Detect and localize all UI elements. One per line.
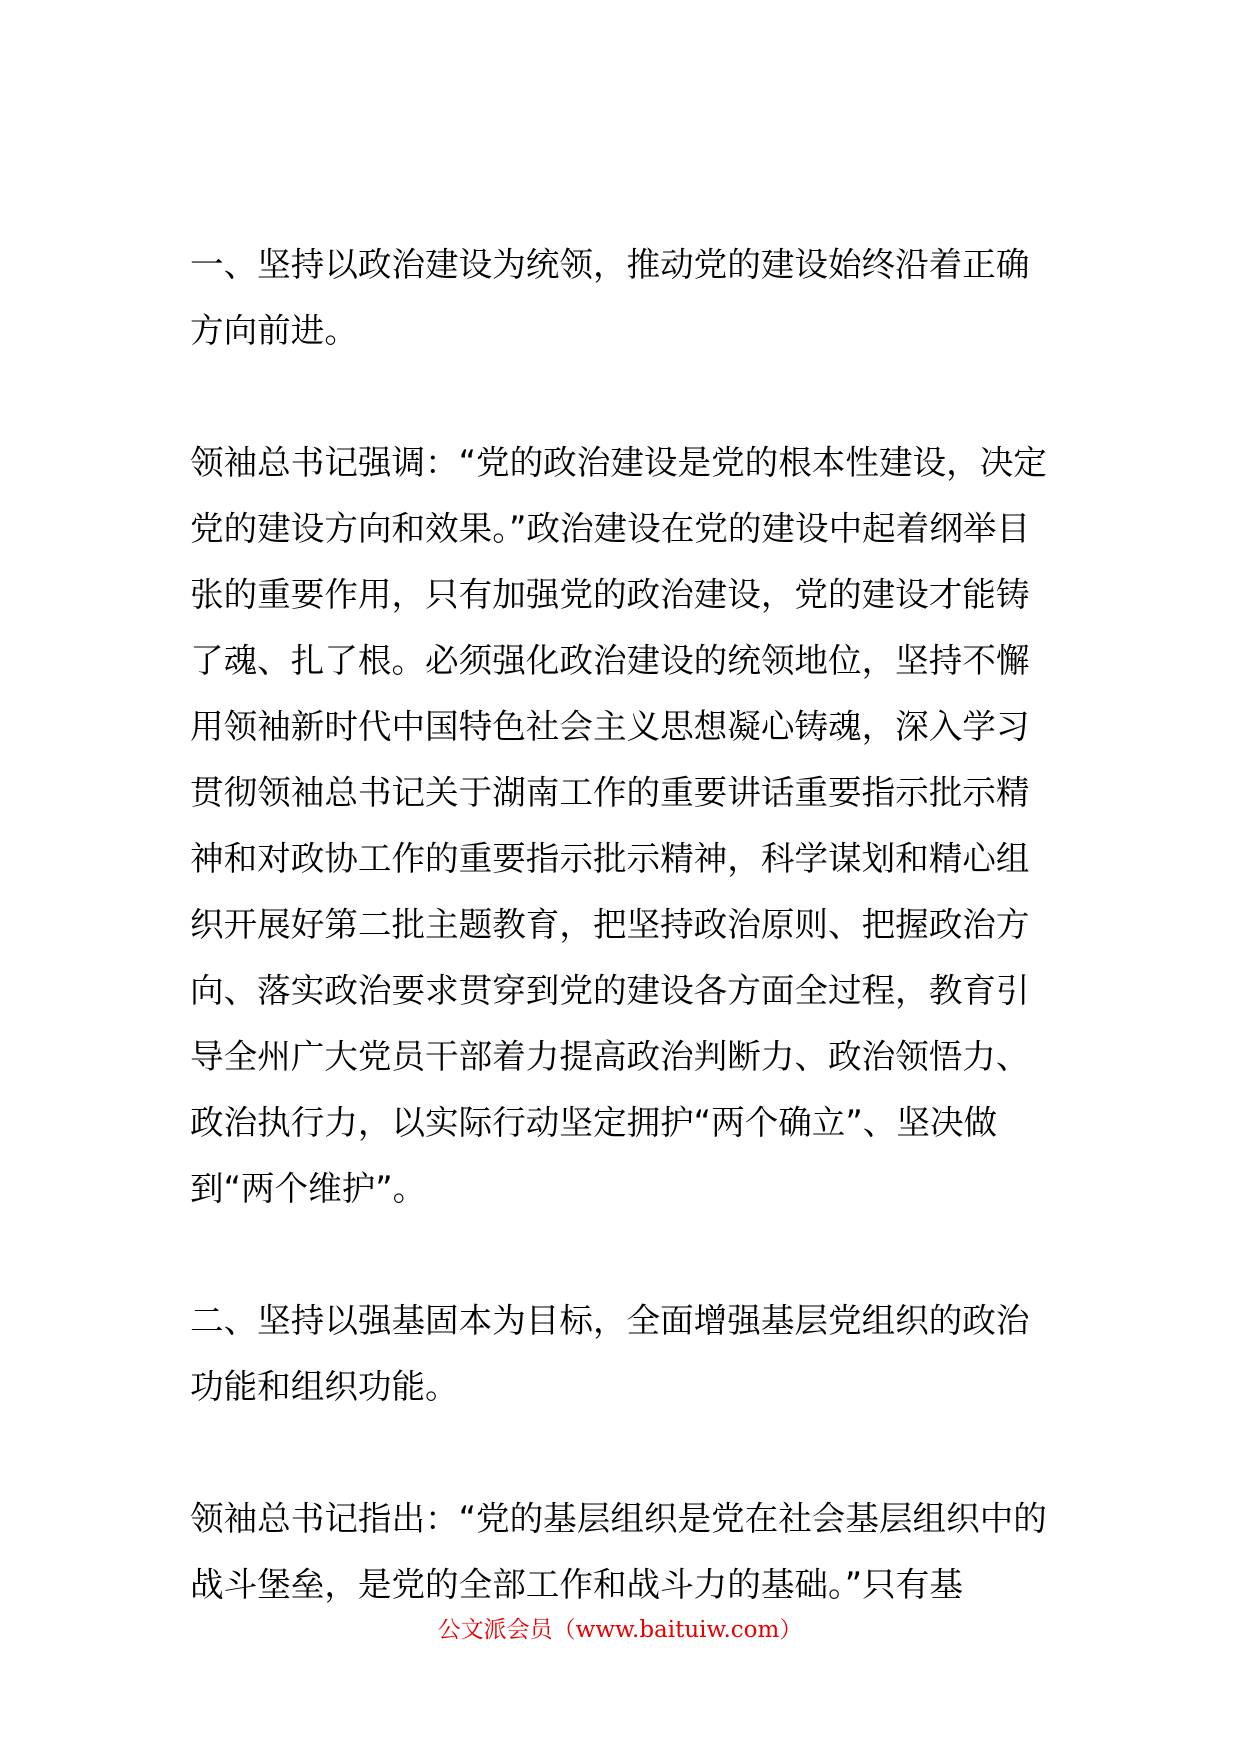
section-2-body: 领袖总书记指出：“党的基层组织是党在社会基层组织中的战斗堡垒，是党的全部工作和战斗力的基础。”只有基 [190, 1499, 1047, 1604]
footer-watermark: 公文派会员（www.baituiw.com） [437, 1617, 803, 1643]
paragraph-gap [190, 1222, 1056, 1288]
section-1-heading: 一、坚持以政治建设为统领，推动党的建设始终沿着正确方向前进。 [190, 245, 1030, 350]
paragraph-gap [190, 364, 1056, 430]
section-2-heading: 二、坚持以强基固本为目标，全面增强基层党组织的政治功能和组织功能。 [190, 1301, 1030, 1406]
paragraph-gap [190, 1420, 1056, 1486]
section-1-body: 领袖总书记强调：“党的政治建设是党的根本性建设，决定党的建设方向和效果。”政治建设在党的建设中起着纲举目张的重要作用，只有加强党的政治建设，党的建设才能铸了魂、扎了根。必须强化政治建设的统领地位，坚持不懈用领袖新时代中国特色社会主义思想凝心铸魂，深入学习贯彻领袖总书记关于湖南工作的重要讲话重要指示批示精神和对政协工作的重要指示批示精神，科学谋划和精心组织开展好第二批主题教育，把坚持政治原则、把握政治方向、落实政治要求贯穿到党的建设各方面全过程，教育引导全州广大党员干部着力提高政治判断力、政治领悟力、政治执行力，以实际行动坚定拥护“两个确立”、坚决做到“两个维护”。 [190, 443, 1047, 1208]
document-content [190, 232, 1056, 1618]
